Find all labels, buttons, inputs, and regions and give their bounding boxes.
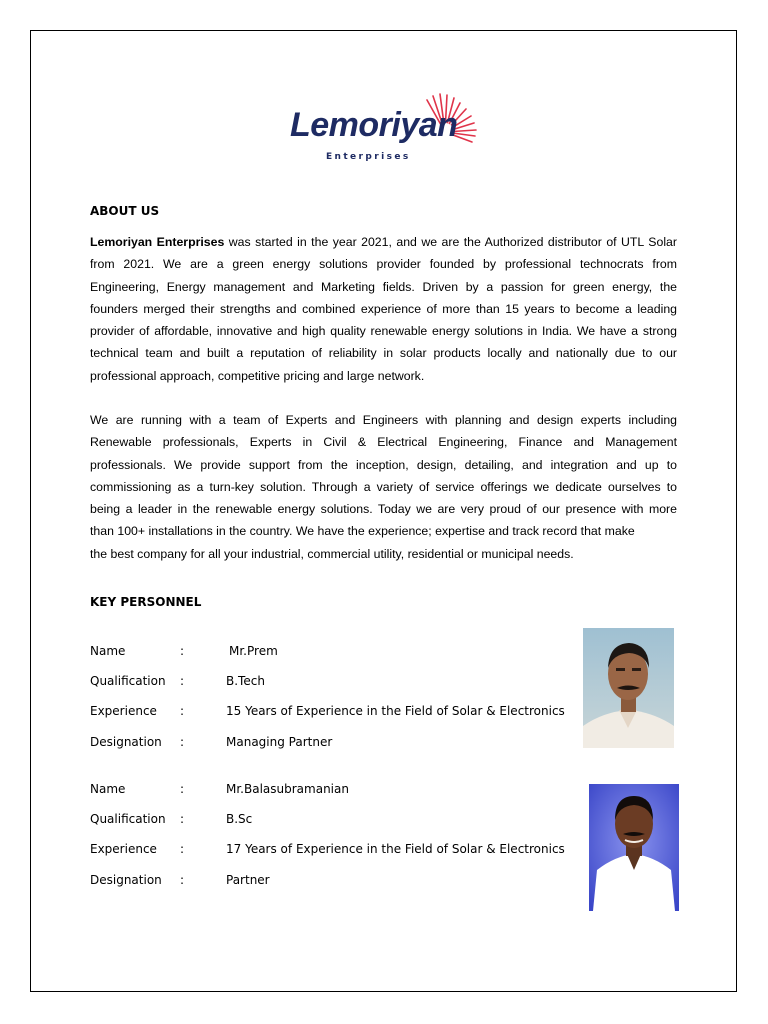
designation-row: Designation : Partner [90, 873, 270, 887]
person-qualification: B.Sc [226, 812, 253, 826]
name-row: Name : Mr.Prem [90, 644, 278, 658]
person-designation: Managing Partner [226, 735, 333, 749]
about-paragraph-1 [90, 231, 677, 387]
experience-row: Experience : 15 Years of Experience in the Field of Solar & Electronics [90, 704, 565, 718]
designation-row: Designation : Managing Partner [90, 735, 333, 749]
company-logo [288, 92, 484, 168]
paragraph-line: provider of affordable, innovative and high quality renewable energy solutions in India. We have a strong [90, 324, 677, 339]
paragraph-line: We are running with a team of Experts and Engineers with planning and design experts including [90, 413, 677, 427]
paragraph-line: commissioning as a turn-key solution. Through a variety of service offerings we dedicate ourselves to [90, 479, 677, 494]
paragraph-line: being a leader in the renewable energy solutions. Today we are very proud of our presence with more [90, 502, 677, 517]
person-photo-icon [583, 628, 674, 748]
paragraph-line: Lemoriyan Enterprises was started in the year 2021, and we are the Authorized distributor of UTL Solar [90, 235, 677, 249]
person-experience: 17 Years of Experience in the Field of Solar & Electronics [226, 842, 565, 856]
portrait-photo [583, 628, 674, 748]
person-experience: 15 Years of Experience in the Field of Solar & Electronics [226, 704, 565, 718]
logo-wordmark: Lemoriyan [290, 106, 458, 144]
portrait-photo [589, 784, 679, 911]
qualification-row: Qualification : B.Tech [90, 674, 265, 688]
qualification-row: Qualification : B.Sc [90, 812, 253, 826]
paragraph-line: the best company for all your industrial, commercial utility, residential or municipal needs. [90, 546, 574, 561]
about-paragraph-2 [90, 409, 677, 565]
person-photo-icon [589, 784, 679, 911]
paragraph-line: technical team and built a reputation of reliability in solar products locally and nationally due to our [90, 346, 677, 361]
person-name: Mr.Balasubramanian [226, 782, 349, 796]
paragraph-line: founders merged their strengths and combined experience of more than 15 years to become a leading [90, 301, 677, 316]
paragraph-line: from 2021. We are a green energy solutions provider founded by professional technocrats from [90, 257, 677, 272]
personnel-heading: KEY PERSONNEL [90, 595, 202, 609]
experience-row: Experience : 17 Years of Experience in the Field of Solar & Electronics [90, 842, 565, 856]
paragraph-line: than 100+ installations in the country. We have the experience; expertise and track record that make [90, 524, 635, 539]
paragraph-line: Engineering, Energy management and Marketing fields. Driven by a passion for green energy, the [90, 279, 677, 294]
paragraph-line: professional approach, competitive pricing and large network. [90, 368, 425, 383]
person-name: Mr.Prem [229, 644, 278, 658]
person-qualification: B.Tech [226, 674, 265, 688]
person-designation: Partner [226, 873, 270, 887]
name-row: Name : Mr.Balasubramanian [90, 782, 349, 796]
logo-subtitle: Enterprises [326, 152, 411, 162]
company-name: Lemoriyan Enterprises [90, 235, 225, 249]
paragraph-line: Renewable professionals, Experts in Civil & Electrical Engineering, Finance and Management [90, 435, 677, 450]
about-heading: ABOUT US [90, 204, 160, 218]
paragraph-line: professionals. We provide support from the inception, design, detailing, and integration and up to [90, 457, 677, 472]
